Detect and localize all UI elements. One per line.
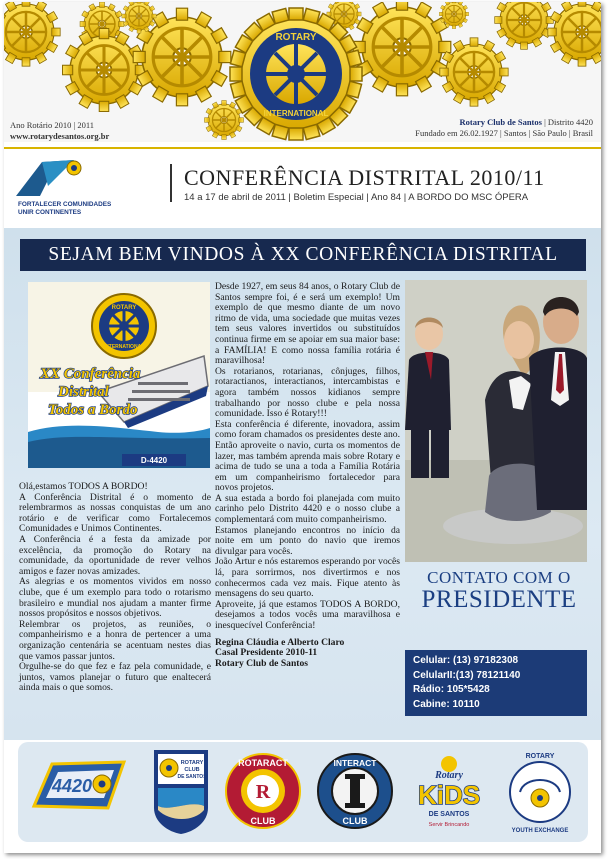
interact-text: INTERACT <box>333 758 377 768</box>
presidents-photo <box>405 280 587 562</box>
left-paragraph: As alegrias e os momentos vividos em nosso clube, que é um exemplo para todo o rotarismo brasileiro e mundial nos ajudam a manter firme nossos propósitos e nossos objetivos. <box>19 576 211 620</box>
header-right <box>415 117 593 139</box>
kids-slogan: Servir Brincando <box>428 822 470 828</box>
rotary-seal-bottom: INTERNATIONAL <box>263 109 329 118</box>
mid-paragraph: Estamos planejando encontros no início da noite em um ponto do navio que iremos divulgar para vocês. <box>215 524 400 557</box>
conf-logo-line-1: XX Conferência <box>40 366 141 382</box>
rotary-kids-logo <box>406 754 492 830</box>
district-code: D-4420 <box>140 456 168 465</box>
conference-title: CONFERÊNCIA DISTRITAL 2010/11 <box>184 165 545 190</box>
rotaract-text: ROTARACT <box>238 758 288 768</box>
founded-line: Fundado em 26.02.1927 | Santos | São Paulo | Brasil <box>415 128 593 138</box>
title-bar <box>170 164 172 202</box>
welcome-banner: SEJAM BEM VINDOS À XX CONFERÊNCIA DISTRITAL <box>20 239 586 271</box>
left-paragraph: Relembrar os projetos, as reuniões, o companheirismo e a honra de pertencer a uma organização centenária se acentuam nestes dias que vamos passar juntos. <box>19 618 211 662</box>
yex-text: YOUTH EXCHANGE <box>511 828 569 834</box>
theme-logo <box>12 156 142 216</box>
contact-line-1: CONTATO COM O <box>427 568 571 587</box>
mid-paragraph: Desde 1927, em seus 84 anos, o Rotary Club de Santos sempre foi, é e será um exemplo! Um exemplo de que mesmo diante de um novo ritmo de vida, uma sociedade que muitas vezes tem seus valores invertidos ou substituídos continua firme em se apoiar em sua maior base: a FAMÍLIA! E como nossa família rotária é maravilhosa! <box>215 281 400 367</box>
phone-cell: Celular: (13) 97182308 <box>413 655 519 666</box>
rcs-text-1: ROTARY <box>180 760 204 766</box>
newsletter-page <box>4 2 601 853</box>
district-4420-logo <box>28 754 132 818</box>
radio-number: Rádio: 105*5428 <box>413 684 490 695</box>
yex-rotary-text: ROTARY <box>525 753 555 760</box>
conference-logo <box>28 282 210 468</box>
conf-logo-line-3: Todos a Bordo <box>48 402 138 418</box>
youth-exchange-logo <box>498 748 582 836</box>
svg-text:R: R <box>255 781 271 803</box>
signature-names: Regina Cláudia e Alberto Claro <box>215 636 345 648</box>
mid-paragraph: Os rotarianos, rotarianas, cônjuges, filhos, rotaractianos, interactianos, intercambistas e agora também nossos kidianos sempre trabalhando por nosso clube e pela nossa comunidade. Isso é Rotary!!! <box>215 365 400 420</box>
interact-club-text: CLUB <box>342 816 368 826</box>
club-name: Rotary Club de Santos <box>459 117 542 127</box>
left-paragraph: Orgulhe-se do que fez e faz pela comunidade, e juntos, vamos planejar o futuro que enaltecerá ainda mais o que somos. <box>19 661 211 694</box>
phone-cell-2: CelularII:(13) 78121140 <box>413 669 521 681</box>
district-4420-text: 4420 <box>51 776 93 796</box>
kids-santos-text: DE SANTOS <box>428 811 470 818</box>
rotary-year: Ano Rotário 2010 | 2011 <box>10 120 95 130</box>
interact-club-logo <box>316 752 394 830</box>
kids-text: KiDS <box>417 780 481 810</box>
conf-logo-line-2: Distrital <box>58 384 109 400</box>
seal-top: ROTARY <box>111 305 137 311</box>
district: | Distrito 4420 <box>544 117 593 127</box>
left-paragraph: Olá,estamos TODOS A BORDO! <box>19 481 148 492</box>
signature-club: Rotary Club de Santos <box>215 657 309 669</box>
left-column <box>19 482 211 694</box>
theme-line-2: UNIR CONTINENTES <box>18 209 82 216</box>
mid-paragraph: Esta conferência é diferente, inovadora, assim como foram chamados os presidentes deste ano. Então aproveite o navio, curta os momentos de lazer, mas também aprenda mais sobre Rotary e acima de tudo se una a toda a Família Rotária em um companheirismo fortalecedor para novos projetos. <box>215 418 400 494</box>
seal-bottom: INTERNATIONAL <box>103 344 145 350</box>
contact-line-2: PRESIDENTE <box>421 586 577 613</box>
conference-subtitle: 14 a 17 de abril de 2011 | Boletim Especial | Ano 84 | A BORDO DO MSC ÓPERA <box>184 192 529 203</box>
rotary-seal-top: ROTARY <box>275 32 317 43</box>
left-paragraph: A Conferência é a festa da amizade por excelência, da promoção do Rotary na comunidade, da oportunidade de rever velhos amigos e fazer novas amizades. <box>19 533 211 577</box>
rcs-text-3: DE SANTOS <box>177 774 207 780</box>
website-link[interactable]: www.rotarydesantos.org.br <box>10 131 110 141</box>
middle-column <box>215 282 400 669</box>
mid-paragraph: Aproveite, já que estamos TODOS A BORDO, desejamos a todos vocês uma maravilhosa e inesquecível Conferência! <box>215 598 400 631</box>
header-divider <box>4 147 601 149</box>
header-left <box>10 120 109 142</box>
cabin-number: Cabine: 10110 <box>413 698 480 710</box>
mid-paragraph: A sua estada a bordo foi planejada com muito carinho pelo Distrito 4420 e o nosso clube a complementará com muito companheirismo. <box>215 492 400 526</box>
kids-rotary-text: Rotary <box>435 770 463 781</box>
rotaract-club-text: CLUB <box>250 816 276 826</box>
contact-heading <box>406 569 592 613</box>
rotaract-club-logo <box>224 752 302 830</box>
theme-line-1: FORTALECER COMUNIDADES <box>18 201 112 208</box>
contact-box <box>405 650 587 716</box>
mid-paragraph: João Artur e nós estaremos esperando por vocês lá, para sorrirmos, nos divertirmos e nos conhecermos cada vez mais. Fique atento às mensagens do seu quarto. <box>215 556 400 600</box>
rotary-club-santos-logo <box>150 748 212 834</box>
signature-title: Casal Presidente 2010-11 <box>215 647 318 659</box>
left-paragraph: A Conferência Distrital é o momento de relembrarmos as nossas conquistas de um ano rotário e de verificar como Fortalecemos Comunidades e Unimos Continentes. <box>19 491 211 535</box>
rcs-text-2: CLUB <box>184 767 200 773</box>
